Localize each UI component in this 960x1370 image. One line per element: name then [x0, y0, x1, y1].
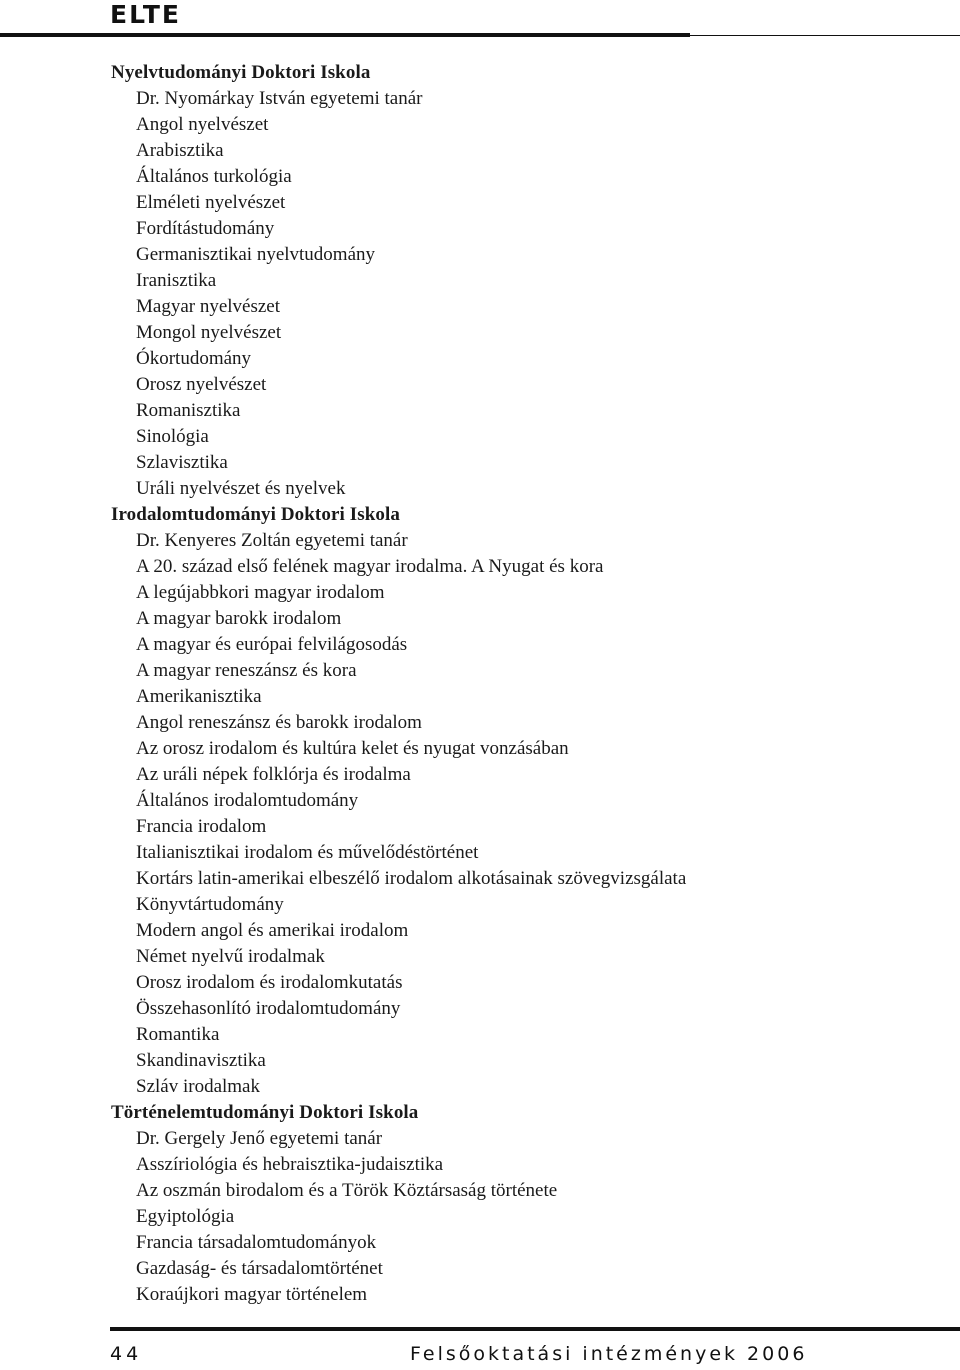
program-item: Orosz irodalom és irodalomkutatás — [136, 972, 403, 993]
program-item: Uráli nyelvészet és nyelvek — [136, 478, 346, 499]
program-item: Koraújkori magyar történelem — [136, 1284, 368, 1305]
program-item: Összehasonlító irodalomtudomány — [136, 998, 401, 1019]
program-item: Elméleti nyelvészet — [136, 192, 286, 213]
brand-logo-text: ELTE — [110, 0, 182, 29]
program-item: Angol nyelvészet — [136, 114, 269, 135]
program-item: Általános irodalomtudomány — [136, 790, 359, 811]
school-title: Nyelvtudományi Doktori Iskola — [111, 62, 371, 83]
program-item: Általános turkológia — [136, 166, 292, 187]
program-item: A magyar barokk irodalom — [136, 608, 342, 629]
program-item: Az orosz irodalom és kultúra kelet és nyugat vonzásában — [136, 738, 569, 759]
program-item: Romanisztika — [136, 400, 241, 421]
program-item: Francia irodalom — [136, 816, 267, 837]
program-item: Gazdaság- és társadalomtörténet — [136, 1258, 383, 1279]
program-item: Romantika — [136, 1024, 220, 1045]
program-item: Orosz nyelvészet — [136, 374, 267, 395]
program-item: A magyar és európai felvilágosodás — [136, 634, 408, 655]
program-item: Egyiptológia — [136, 1206, 235, 1227]
school-head: Dr. Kenyeres Zoltán egyetemi tanár — [136, 530, 408, 551]
program-item: Modern angol és amerikai irodalom — [136, 920, 409, 941]
program-item: Kortárs latin-amerikai elbeszélő irodalom alkotásainak szövegvizsgálata — [136, 868, 687, 889]
program-item: Italianisztikai irodalom és művelődéstörténet — [136, 842, 479, 863]
program-item: Angol reneszánsz és barokk irodalom — [136, 712, 422, 733]
header-rule-thin — [690, 35, 960, 36]
program-item: Francia társadalomtudományok — [136, 1232, 377, 1253]
program-item: A legújabbkori magyar irodalom — [136, 582, 385, 603]
program-item: Arabisztika — [136, 140, 224, 161]
program-item: Iranisztika — [136, 270, 217, 291]
program-item: Ókortudomány — [136, 348, 252, 369]
program-item: Az oszmán birodalom és a Török Köztársaság története — [136, 1180, 558, 1201]
school-title: Irodalomtudományi Doktori Iskola — [111, 504, 400, 525]
header-rule — [0, 33, 690, 37]
program-item: Germanisztikai nyelvtudomány — [136, 244, 376, 265]
program-item: Asszíriológia és hebraisztika-judaisztika — [136, 1154, 444, 1175]
program-item: Sinológia — [136, 426, 209, 447]
program-item: Mongol nyelvészet — [136, 322, 282, 343]
program-item: Amerikanisztika — [136, 686, 262, 707]
program-item: Könyvtártudomány — [136, 894, 284, 915]
school-title: Történelemtudományi Doktori Iskola — [111, 1102, 419, 1123]
program-item: Szláv irodalmak — [136, 1076, 260, 1097]
program-item: Szlavisztika — [136, 452, 228, 473]
publication-title: Felsőoktatási intézmények 2006 — [410, 1343, 808, 1365]
program-item: Német nyelvű irodalmak — [136, 946, 325, 967]
page-number: 44 — [110, 1343, 143, 1365]
program-item: A 20. század első felének magyar irodalma. A Nyugat és kora — [136, 556, 604, 577]
footer-rule — [110, 1327, 960, 1331]
program-item: Magyar nyelvészet — [136, 296, 281, 317]
program-item: A magyar reneszánsz és kora — [136, 660, 357, 681]
program-item: Skandinavisztika — [136, 1050, 266, 1071]
doctoral-schools-list — [111, 60, 931, 1308]
school-head: Dr. Nyomárkay István egyetemi tanár — [136, 88, 423, 109]
program-item: Az uráli népek folklórja és irodalma — [136, 764, 411, 785]
program-item: Fordítástudomány — [136, 218, 275, 239]
school-head: Dr. Gergely Jenő egyetemi tanár — [136, 1128, 383, 1149]
